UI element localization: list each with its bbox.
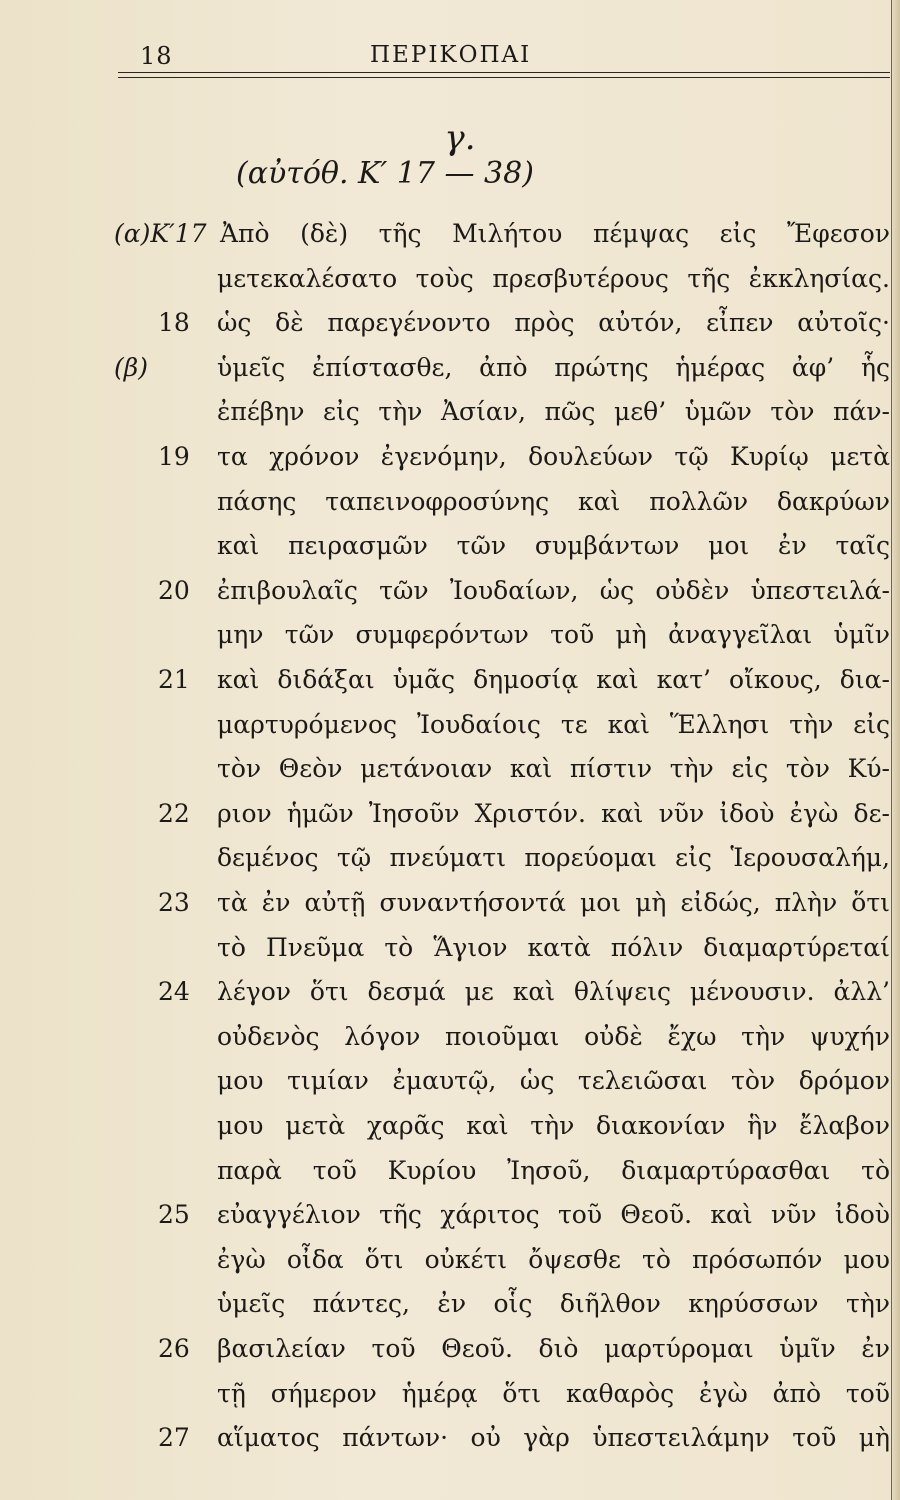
page-header bbox=[0, 36, 900, 76]
text-line bbox=[0, 524, 900, 568]
line-text: τὸν Θεὸν μετάνοιαν καὶ πίστιν τὴν εἰς τὸν Κύ- bbox=[217, 754, 890, 784]
line-text: τὰ ἐν αὐτῇ συναντήσοντά μοι μὴ εἰδώς, πλὴν ὅτι bbox=[217, 888, 890, 917]
text-line bbox=[0, 658, 900, 702]
verse-number: 25 bbox=[158, 1200, 190, 1230]
text-line bbox=[0, 1193, 900, 1237]
line-text: μην τῶν συμφερόντων τοῦ μὴ ἀναγγεῖλαι ὑμῖν bbox=[217, 620, 890, 650]
text-line bbox=[0, 792, 900, 836]
line-text: ὑμεῖς πάντες, ἐν οἷς διῆλθον κηρύσσων τὴν bbox=[217, 1289, 890, 1319]
line-text: ὑμεῖς ἐπίστασθε, ἀπὸ πρώτης ἡμέρας ἀφ’ ἧς bbox=[217, 352, 890, 382]
line-text: ἐπιβουλαῖς τῶν Ἰουδαίων, ὡς οὐδὲν ὑπεστειλά- bbox=[217, 575, 890, 605]
line-text: δεμένος τῷ πνεύματι πορεύομαι εἰς Ἱερουσαλήμ, bbox=[217, 843, 890, 873]
text-line bbox=[0, 881, 900, 925]
text-line bbox=[0, 212, 900, 256]
verse-number: 22 bbox=[158, 798, 190, 828]
header-rule-bottom bbox=[118, 77, 890, 78]
text-line bbox=[0, 301, 900, 345]
header-rule-top bbox=[118, 72, 890, 73]
text-line bbox=[0, 926, 900, 970]
line-text: μου τιμίαν ἐμαυτῷ, ὡς τελειῶσαι τὸν δρόμον bbox=[217, 1066, 890, 1096]
line-text: τα χρόνον ἐγενόμην, δουλεύων τῷ Κυρίῳ μετὰ bbox=[217, 442, 890, 471]
line-text: αἵματος πάντων· οὐ γὰρ ὑπεστειλάμην τοῦ μὴ bbox=[217, 1423, 890, 1453]
verse-number: 24 bbox=[158, 977, 190, 1007]
line-text: Ἀπὸ (δὲ) τῆς Μιλήτου πέμψας εἰς Ἔφεσον bbox=[220, 219, 890, 248]
line-text: ὡς δὲ παρεγένοντο πρὸς αὐτόν, εἶπεν αὐτοῖς· bbox=[217, 308, 890, 338]
text-line bbox=[0, 1238, 900, 1282]
line-text: τὸ Πνεῦμα τὸ Ἅγιον κατὰ πόλιν διαμαρτύρεταί bbox=[217, 932, 890, 962]
line-text: βασιλείαν τοῦ Θεοῦ. διὸ μαρτύρομαι ὑμῖν ἐν bbox=[217, 1334, 890, 1363]
verse-number: 21 bbox=[158, 665, 190, 694]
text-line bbox=[0, 569, 900, 613]
text-line bbox=[0, 390, 900, 434]
verse-number: 18 bbox=[158, 308, 190, 338]
verse-number: 26 bbox=[158, 1334, 190, 1363]
text-line bbox=[0, 1282, 900, 1326]
line-text: λέγον ὅτι δεσμά με καὶ θλίψεις μένουσιν. ἀλλ’ bbox=[217, 977, 890, 1007]
line-text: μαρτυρόμενος Ἰουδαίοις τε καὶ Ἕλλησι τὴν εἰς bbox=[217, 709, 890, 739]
text-line bbox=[0, 970, 900, 1014]
text-line bbox=[0, 1059, 900, 1103]
text-line bbox=[0, 346, 900, 390]
line-text: ἐγὼ οἶδα ὅτι οὐκέτι ὄψεσθε τὸ πρόσωπόν μου bbox=[217, 1244, 890, 1274]
line-text: πάσης ταπεινοφροσύνης καὶ πολλῶν δακρύων bbox=[217, 486, 890, 516]
verse-number: (β) bbox=[114, 352, 148, 382]
line-text: μετεκαλέσατο τοὺς πρεσβυτέρους τῆς ἐκκλησίας. bbox=[217, 263, 890, 293]
text-line bbox=[0, 836, 900, 880]
line-text: παρὰ τοῦ Κυρίου Ἰησοῦ, διαμαρτύρασθαι τὸ bbox=[217, 1155, 890, 1185]
verse-number: 23 bbox=[158, 888, 190, 917]
text-line bbox=[0, 1104, 900, 1148]
line-text: ριον ἡμῶν Ἰησοῦν Χριστόν. καὶ νῦν ἰδοὺ ἐγὼ δε- bbox=[217, 798, 890, 828]
text-line bbox=[0, 1416, 900, 1460]
verse-number: 20 bbox=[158, 575, 190, 605]
line-text: μου μετὰ χαρᾶς καὶ τὴν διακονίαν ἣν ἔλαβον bbox=[217, 1111, 890, 1140]
line-text: καὶ διδάξαι ὑμᾶς δημοσίᾳ καὶ κατ’ οἴκους, δια- bbox=[217, 665, 890, 694]
verse-number: 19 bbox=[158, 442, 190, 471]
text-line bbox=[0, 1372, 900, 1416]
text-line bbox=[0, 1015, 900, 1059]
text-line bbox=[0, 435, 900, 479]
verse-number: 27 bbox=[158, 1423, 190, 1453]
line-text: τῇ σήμερον ἡμέρᾳ ὅτι καθαρὸς ἐγὼ ἀπὸ τοῦ bbox=[217, 1378, 890, 1408]
line-text: καὶ πειρασμῶν τῶν συμβάντων μοι ἐν ταῖς bbox=[217, 531, 890, 561]
line-text: εὐαγγέλιον τῆς χάριτος τοῦ Θεοῦ. καὶ νῦν ἰδοὺ bbox=[217, 1200, 890, 1230]
text-line bbox=[0, 747, 900, 791]
verse-number: (α)Κ′17 bbox=[114, 219, 207, 248]
text-line bbox=[0, 1327, 900, 1371]
text-line bbox=[0, 1149, 900, 1193]
line-text: ἐπέβην εἰς τὴν Ἀσίαν, πῶς μεθ’ ὑμῶν τὸν πάν- bbox=[217, 397, 890, 427]
section-reference: (αὐτόθ. Κ′ 17 — 38) bbox=[236, 156, 534, 191]
page-number: 18 bbox=[140, 42, 173, 70]
text-line bbox=[0, 480, 900, 524]
text-line bbox=[0, 257, 900, 301]
text-line bbox=[0, 703, 900, 747]
running-title: ΠΕΡΙΚΟΠΑΙ bbox=[370, 42, 532, 68]
line-text: οὐδενὸς λόγον ποιοῦμαι οὐδὲ ἔχω τὴν ψυχήν bbox=[217, 1021, 890, 1051]
text-line bbox=[0, 613, 900, 657]
section-letter: γ. bbox=[444, 118, 476, 158]
